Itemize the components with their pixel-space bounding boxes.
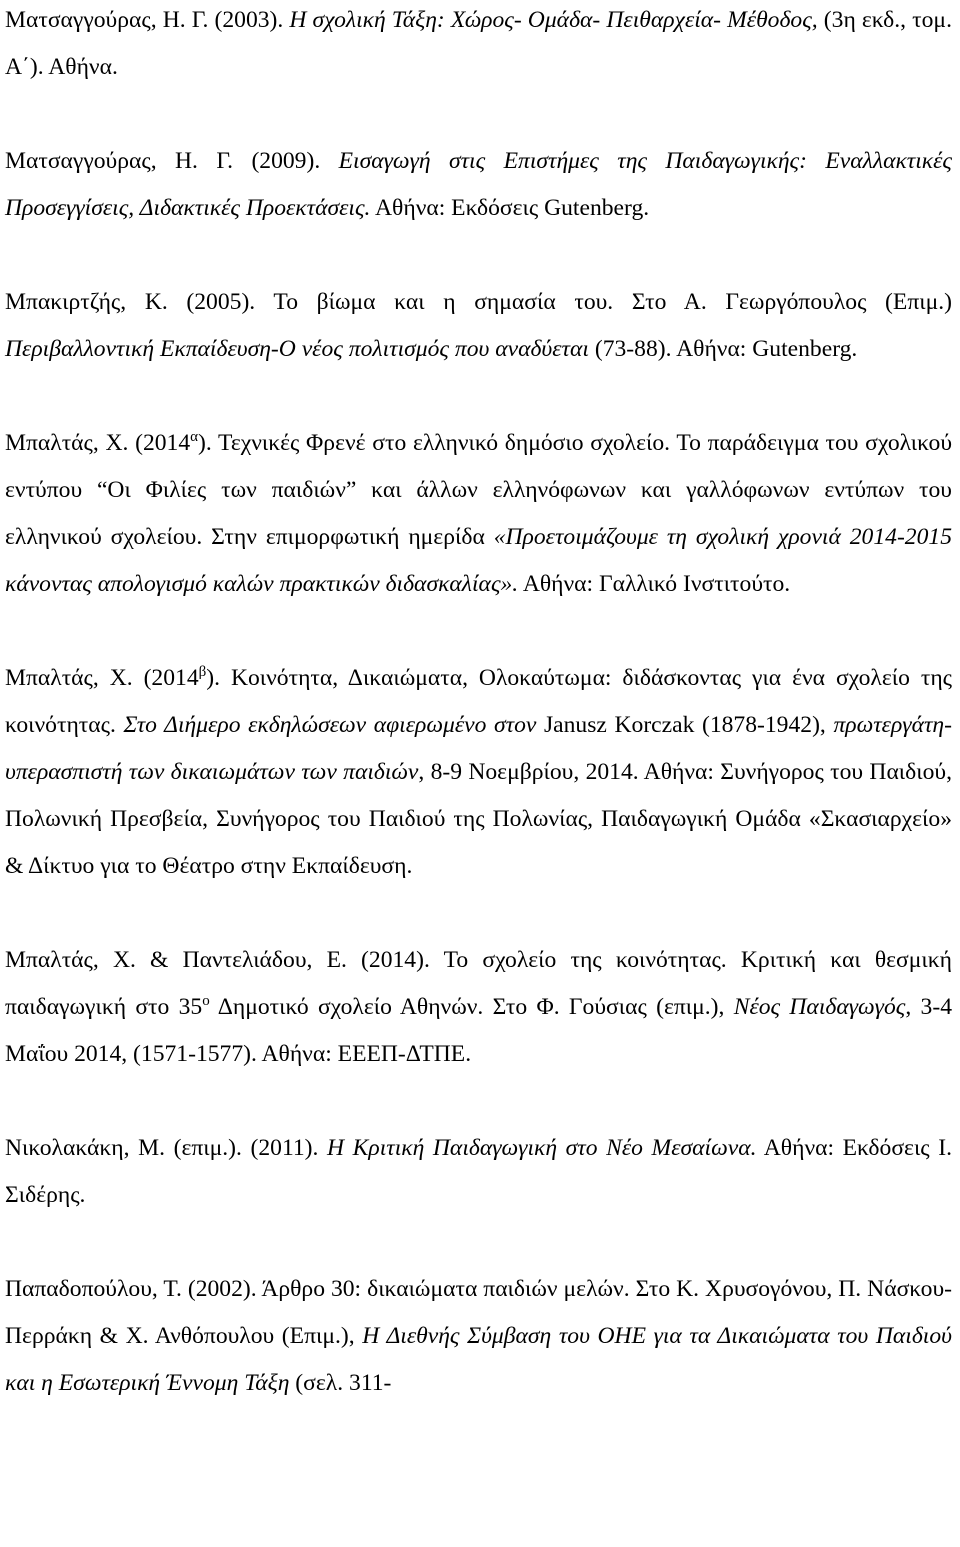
italic-title-text: Εισαγωγή στις Επιστήμες της Παιδαγωγικής: Εναλλακτικές Προσεγγίσεις, Διδακτικές Προεκτάσεις.	[5, 148, 952, 221]
reference-text: Janusz Korczak (1878-1942),	[536, 712, 834, 738]
italic-title-text: Περιβαλλοντική Εκπαίδευση-Ο νέος πολιτισμός που αναδύεται	[5, 336, 589, 362]
italic-title-text: Η Διεθνής Σύμβαση του ΟΗΕ για τα Δικαιώματα του Παιδιού και η Εσωτερική Έννομη Τάξη	[5, 1323, 952, 1396]
italic-title-text: πρωτεργάτη- υπερασπιστή των δικαιωμάτων των παιδιών	[5, 712, 952, 785]
reference-entry	[5, 1266, 952, 1407]
reference-text: , 8-9 Νοεμβρίου, 2014. Αθήνα: Συνήγορος του Παιδιού, Πολωνική Πρεσβεία, Συνήγορος του Παιδιού της Πολωνίας, Παιδαγωγική Ομάδα «Σκασιαρχείο» & Δίκτυο για το Θέατρο στην Εκπαίδευση.	[5, 759, 952, 879]
reference-entry	[5, 0, 952, 91]
reference-entry	[5, 420, 952, 608]
reference-text: Ματσαγγούρας, Η. Γ. (2009).	[5, 148, 339, 174]
reference-text: Νικολακάκη, Μ. (επιμ.). (2011).	[5, 1135, 328, 1161]
reference-text: (3η εκδ., τομ. Α΄). Αθήνα.	[5, 7, 952, 80]
italic-title-text: «Προετοιμάζουμε τη σχολική χρονιά 2014-2015 κάνοντας απολογισμό καλών πρακτικών διδασκαλίας».	[5, 524, 952, 597]
italic-title-text: Η σχολική Τάξη: Χώρος- Ομάδα- Πειθαρχεία- Μέθοδος,	[289, 7, 818, 33]
reference-text: ). Τεχνικές Φρενέ στο ελληνικό δημόσιο σχολείο. Το παράδειγμα του σχολικού εντύπου “Οι Φιλίες των παιδιών” και άλλων ελληνόφωνων και γαλλόφωνων εντύπων του ελληνικού σχολείου. Στην επιμορφωτική ημερίδα	[5, 430, 952, 550]
reference-text: , 3-4 Μαΐου 2014, (1571-1577). Αθήνα: ΕΕΕΠ-ΔΤΠΕ.	[5, 994, 952, 1067]
reference-text: Αθήνα: Εκδόσεις Gutenberg.	[370, 195, 650, 221]
reference-text: Μπαλτάς, Χ. (2014	[5, 665, 199, 691]
reference-text: Ματσαγγούρας, Η. Γ. (2003).	[5, 7, 290, 33]
italic-title-text: Νέος Παιδαγωγός	[733, 994, 906, 1020]
italic-title-text: Στο Διήμερο εκδηλώσεων αφιερωμένο στον	[123, 712, 537, 738]
superscript-text: β	[198, 664, 207, 680]
reference-entry	[5, 138, 952, 232]
reference-text: ). Κοινότητα, Δικαιώματα, Ολοκαύτωμα: διδάσκοντας για ένα σχολείο της κοινότητας.	[5, 665, 952, 738]
reference-entry	[5, 1125, 952, 1219]
reference-text: Δημοτικό σχολείο Αθηνών. Στο Φ. Γούσιας (επιμ.),	[209, 994, 734, 1020]
superscript-text: α	[190, 429, 199, 445]
reference-entry	[5, 655, 952, 890]
reference-text: (σελ. 311-	[289, 1370, 392, 1396]
italic-title-text: Η Κριτική Παιδαγωγική στο Νέο Μεσαίωνα.	[327, 1135, 757, 1161]
reference-entry	[5, 279, 952, 373]
reference-text: Αθήνα: Γαλλικό Ινστιτούτο.	[518, 571, 791, 597]
reference-text: Παπαδοπούλου, Τ. (2002). Άρθρο 30: δικαιώματα παιδιών μελών. Στο Κ. Χρυσογόνου, Π. Νάσκου-Περράκη & Χ. Ανθόπουλου (Επιμ.),	[5, 1276, 952, 1349]
reference-text: (73-88). Αθήνα: Gutenberg.	[588, 336, 858, 362]
reference-text: Μπακιρτζής, Κ. (2005). Το βίωμα και η σημασία του. Στο Α. Γεωργόπουλος (Επιμ.)	[5, 289, 952, 315]
reference-text: Μπαλτάς, Χ. (2014	[5, 430, 191, 456]
reference-text: Μπαλτάς, Χ. & Παντελιάδου, Ε. (2014). Το σχολείο της κοινότητας. Κριτική και θεσμική παιδαγωγική στο 35	[5, 947, 952, 1020]
reference-list	[5, 0, 952, 1407]
reference-entry	[5, 937, 952, 1078]
reference-text: Αθήνα: Εκδόσεις Ι. Σιδέρης.	[5, 1135, 952, 1208]
superscript-text: ο	[202, 993, 210, 1009]
